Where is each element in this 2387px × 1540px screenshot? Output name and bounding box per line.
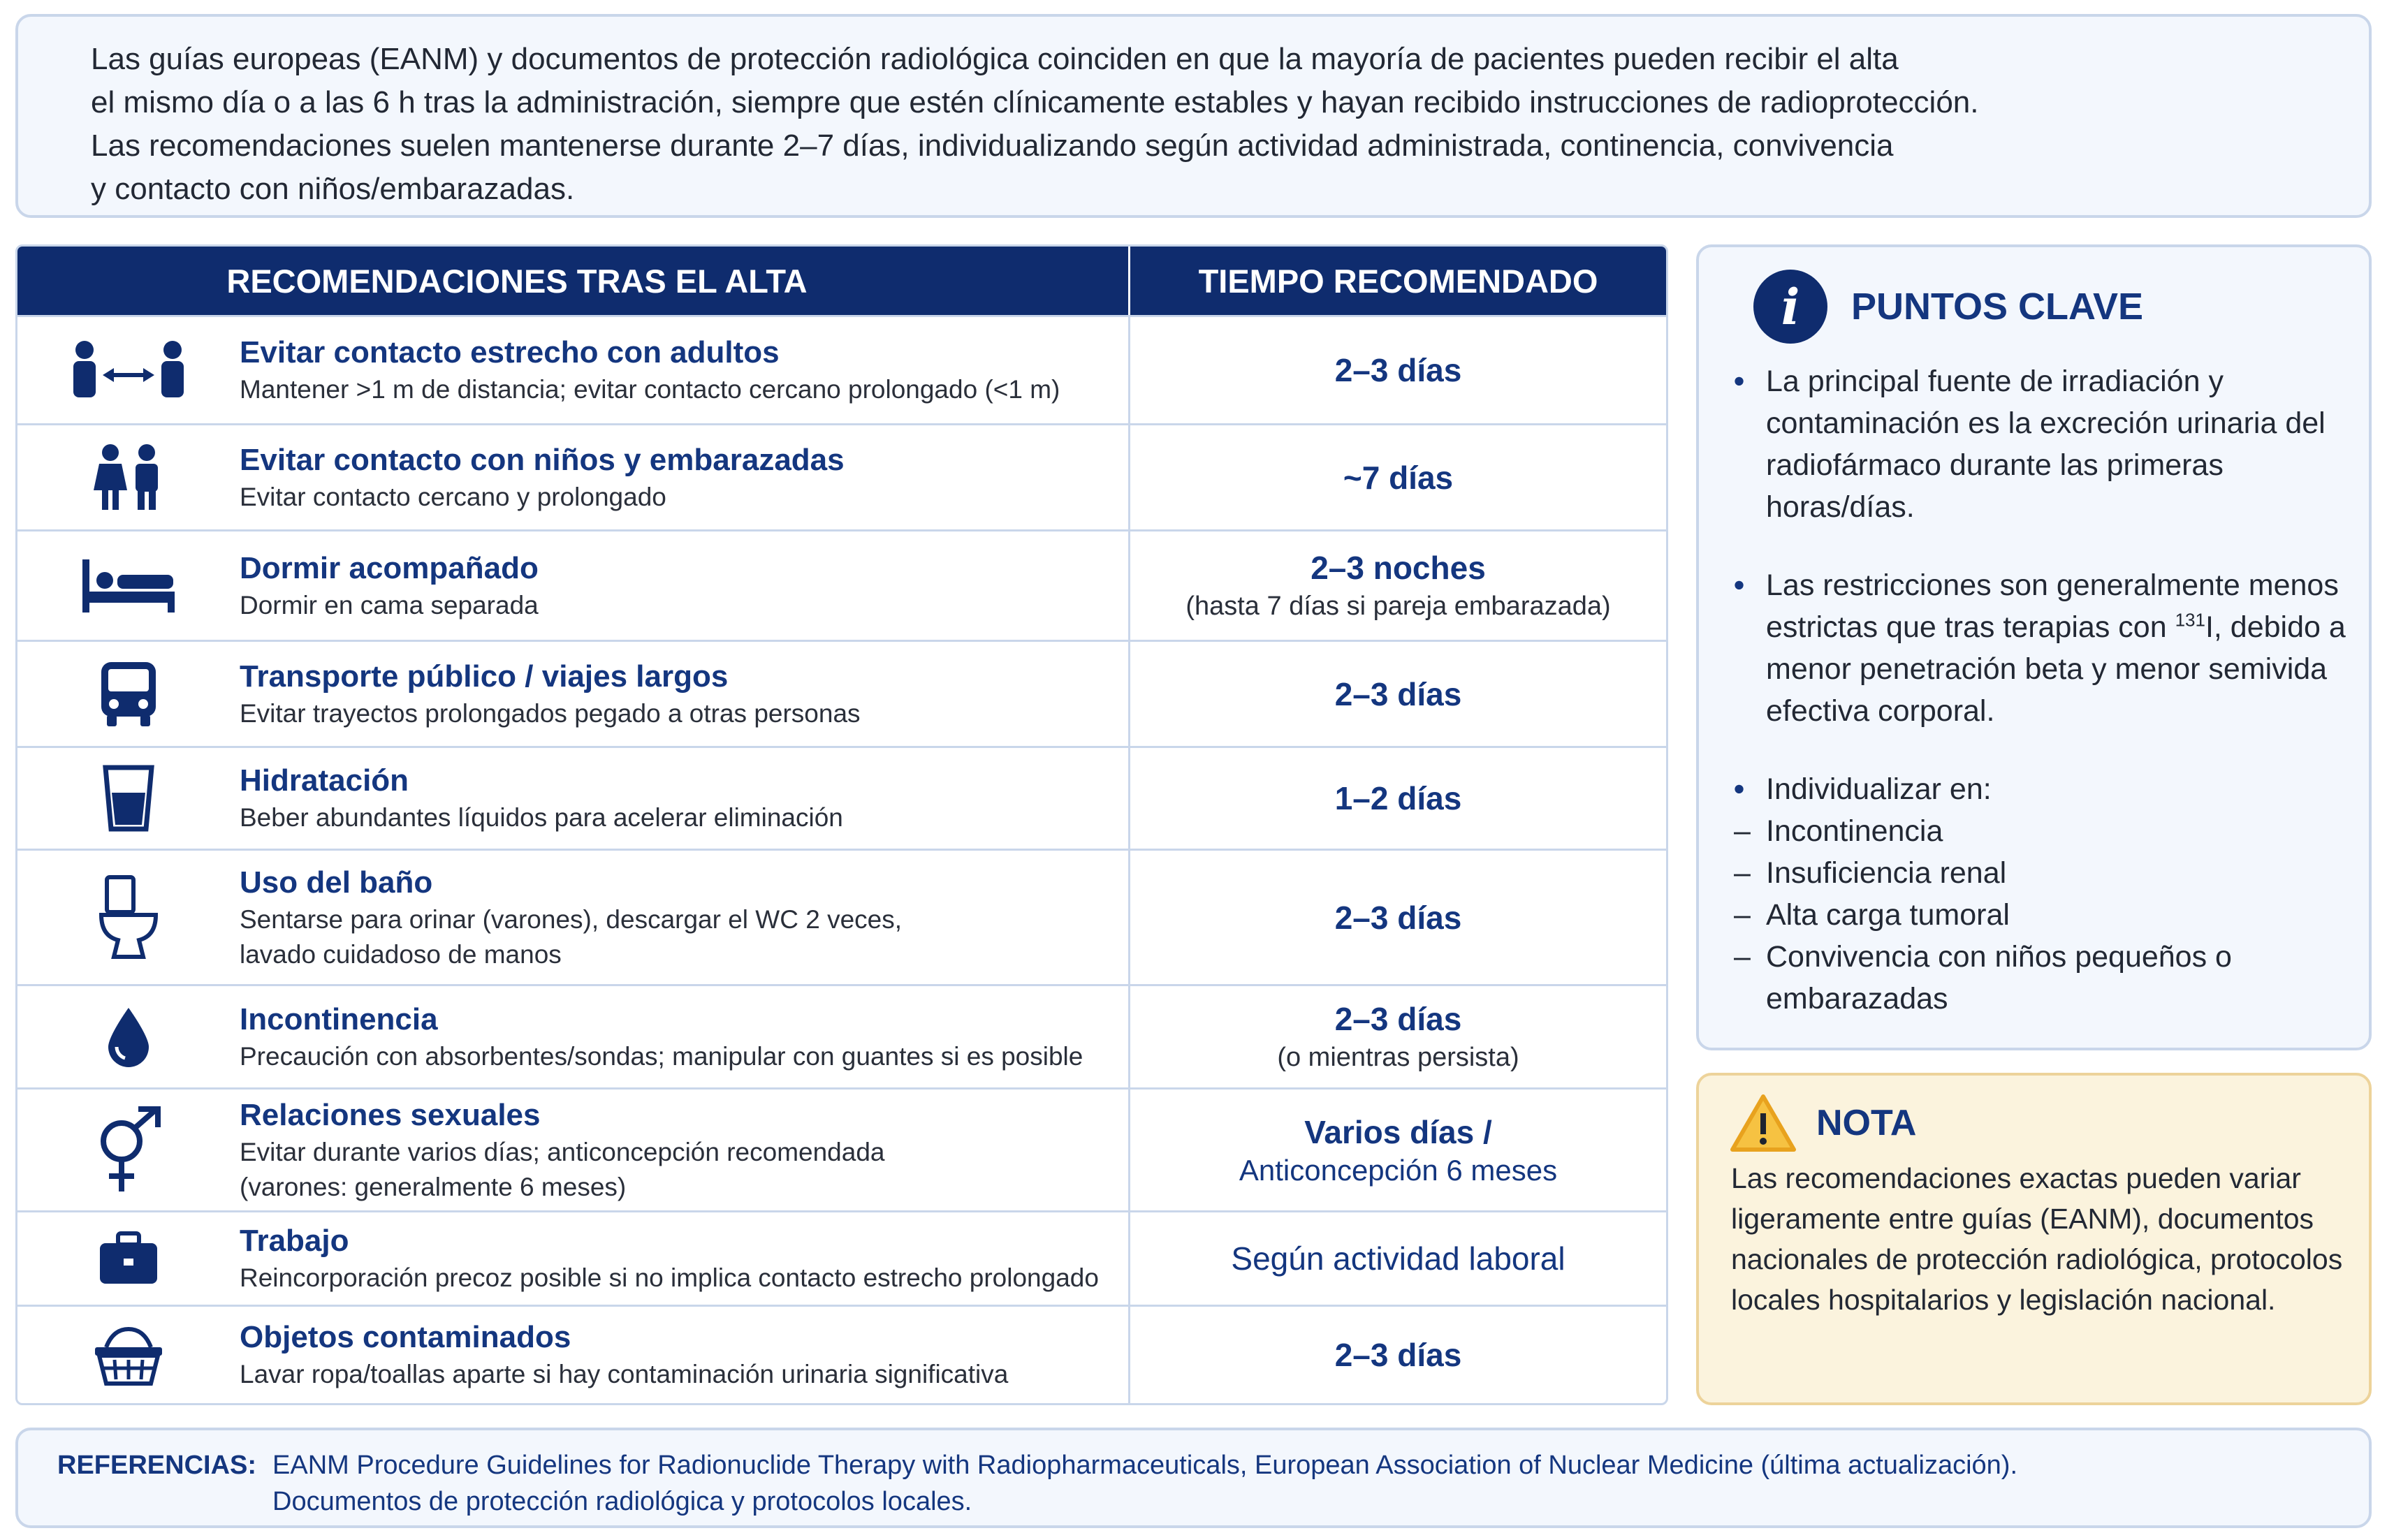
bullet-item: • Las restricciones son generalmente menos estrictas que tras terapias con $^{131}$I, debido a menor penetración beta y menor semivida efectiva corporal. <box>1734 569 2346 728</box>
row-subtitle: Beber abundantes líquidos para acelerar eliminación <box>240 803 843 832</box>
row-subtitle: Mantener >1 m de distancia; evitar contacto cercano prolongado (<1 m) <box>240 375 1060 404</box>
header-recommendations: RECOMENDACIONES TRAS EL ALTA <box>17 247 1130 315</box>
briefcase-icon <box>97 1231 160 1286</box>
row-time: Según actividad laboral <box>1231 1240 1565 1277</box>
table-row <box>17 1210 1666 1305</box>
bed-icon <box>80 557 177 615</box>
row-time: Varios días / <box>1304 1113 1492 1150</box>
row-time: 2–3 días <box>1334 899 1462 936</box>
table-row <box>17 1087 1666 1210</box>
intro-line: Las guías europeas (EANM) y documentos de protección radiológica coinciden en que la mayoría de pacientes pueden recibir el alta <box>91 42 1899 76</box>
intro-line: el mismo día o a las 6 h tras la administración, siempre que estén clínicamente estables y hayan recibido instrucciones de radioprotección. <box>91 85 1979 119</box>
info-icon: i <box>1753 270 1827 344</box>
row-subtitle: Lavar ropa/toallas aparte si hay contaminación urinaria significativa <box>240 1360 1009 1388</box>
row-title: Transporte público / viajes largos <box>240 659 729 694</box>
table-row <box>17 984 1666 1087</box>
row-subtitle: Sentarse para orinar (varones), descargar el WC 2 veces, <box>240 904 903 934</box>
table-row <box>17 1305 1666 1403</box>
sub-item: – Insuficiencia renal <box>1734 856 2007 890</box>
water-glass-icon <box>103 765 154 832</box>
row-subtitle: Reincorporación precoz posible si no implica contacto estrecho prolongado <box>240 1263 1099 1292</box>
intro-box <box>15 14 2372 218</box>
table-row <box>17 849 1666 984</box>
isotope-superscript: 131 <box>2175 609 2205 631</box>
table-row <box>17 315 1666 423</box>
row-subtitle: Evitar contacto cercano y prolongado <box>240 482 666 511</box>
row-time-note: (o mientras persista) <box>1277 1042 1519 1072</box>
bus-icon <box>97 659 160 729</box>
intro-line: Las recomendaciones suelen mantenerse durante 2–7 días, individualizando según actividad administrada, continencia, convivencia <box>91 129 1894 163</box>
bullet-item: • La principal fuente de irradiación y contaminación es la excreción urinaria del radiofármaco durante las primeras horas/días. <box>1734 360 2349 528</box>
row-title: Evitar contacto estrecho con adultos <box>240 335 780 369</box>
reference-line: EANM Procedure Guidelines for Radionuclide Therapy with Radiopharmaceuticals, European Association of Nuclear Medicine (última actualización). <box>272 1451 2017 1480</box>
reference-line: Documentos de protección radiológica y protocolos locales. <box>272 1487 972 1516</box>
table-row <box>17 640 1666 746</box>
key-points-title: PUNTOS CLAVE <box>1851 286 2144 328</box>
row-time-note: Anticoncepción 6 meses <box>1239 1153 1558 1187</box>
intro-line: y contacto con niños/embarazadas. <box>91 172 575 206</box>
children-icon <box>87 443 170 513</box>
row-time: 2–3 días <box>1334 1000 1462 1037</box>
laundry-basket-icon <box>92 1323 165 1386</box>
row-title: Uso del baño <box>240 865 433 900</box>
toilet-icon <box>97 874 160 961</box>
references-label: REFERENCIAS: <box>57 1451 257 1480</box>
note-title: NOTA <box>1816 1103 1917 1143</box>
row-time: 2–3 noches <box>1311 549 1486 586</box>
row-time: 1–2 días <box>1334 780 1462 816</box>
bullet-text: Individualizar en: <box>1766 772 1992 806</box>
table-header <box>17 247 1666 315</box>
drop-icon <box>104 1005 153 1069</box>
row-subtitle: Evitar trayectos prolongados pegado a otras personas <box>240 698 861 728</box>
row-time: 2–3 días <box>1334 1337 1462 1373</box>
row-title: Trabajo <box>240 1224 349 1258</box>
bullet-text: La principal fuente de irradiación y contaminación es la excreción urinaria del radiofármaco durante las primeras horas/días. <box>1766 365 2326 524</box>
warning-icon <box>1730 1094 1797 1152</box>
recommendations-table <box>15 244 1668 1405</box>
row-time: ~7 días <box>1343 459 1454 496</box>
row-subtitle: lavado cuidadoso de manos <box>240 939 562 969</box>
table-row <box>17 529 1666 640</box>
key-points-panel <box>1696 244 2372 1050</box>
row-title: Dormir acompañado <box>240 550 539 585</box>
table-row <box>17 423 1666 529</box>
row-subtitle: Evitar durante varios días; anticoncepción recomendada <box>240 1137 885 1166</box>
sub-item: – Convivencia con niños pequeños o embarazadas <box>1734 940 2232 1015</box>
bullet-item: • Individualizar en: – Incontinencia – Insuficiencia renal – Alta carga tumoral – Convivencia con niños pequeños o embarazadas <box>1734 768 2349 1020</box>
row-subtitle: Precaución con absorbentes/sondas; manipular con guantes si es posible <box>240 1041 1083 1071</box>
sub-item: – Incontinencia <box>1734 814 1943 848</box>
row-time: 2–3 días <box>1334 352 1462 388</box>
adults-distance-icon <box>69 339 188 402</box>
row-title: Objetos contaminados <box>240 1320 571 1354</box>
row-title: Evitar contacto con niños y embarazadas <box>240 442 845 477</box>
row-title: Relaciones sexuales <box>240 1097 541 1132</box>
references-box <box>15 1428 2372 1528</box>
row-title: Hidratación <box>240 763 409 798</box>
row-time: 2–3 días <box>1334 675 1462 712</box>
row-title: Incontinencia <box>240 1002 438 1036</box>
bullet-text: Las restricciones son generalmente menos estrictas que tras terapias con <box>1766 569 2339 644</box>
header-time: TIEMPO RECOMENDADO <box>1198 262 1598 300</box>
gender-icon <box>92 1105 165 1196</box>
row-subtitle: Dormir en cama separada <box>240 590 539 619</box>
row-time-note: (hasta 7 días si pareja embarazada) <box>1185 591 1611 621</box>
row-subtitle: (varones: generalmente 6 meses) <box>240 1172 627 1201</box>
note-panel <box>1696 1073 2372 1405</box>
table-row <box>17 746 1666 849</box>
note-text: Las recomendaciones exactas pueden variar ligeramente entre guías (EANM), documentos nacionales de protección radiológica, protocolos locales hospitalarios y legislación nacional. <box>1731 1162 2343 1316</box>
sub-item: – Alta carga tumoral <box>1734 898 2010 932</box>
bullet-text: I, debido a menor penetración beta y menor semivida efectiva corporal. <box>1766 610 2346 728</box>
